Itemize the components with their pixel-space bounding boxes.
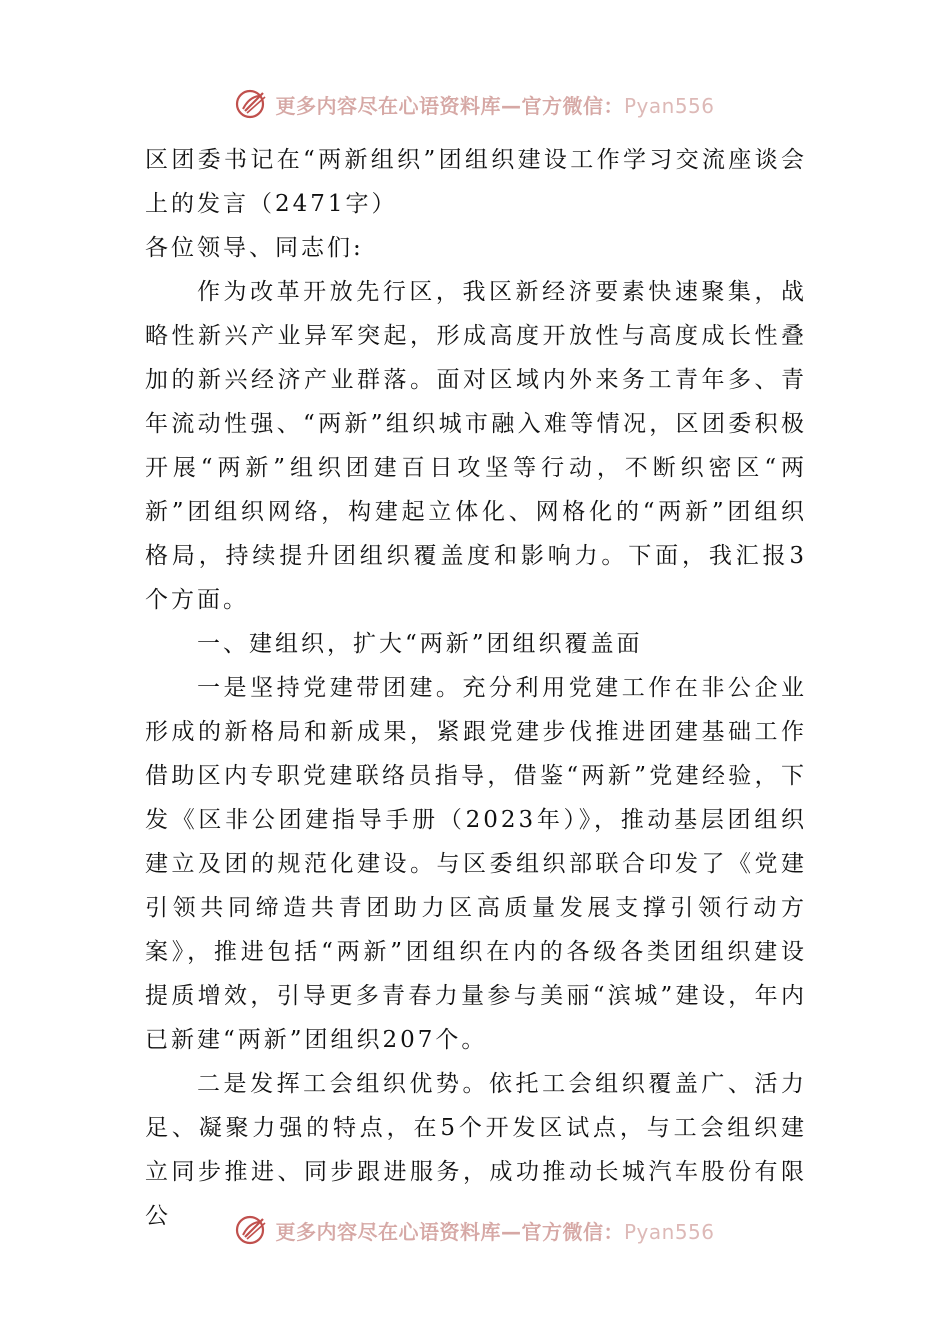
greeting: 各位领导、同志们: [145,235,364,261]
section-heading-1: 一、建组织，扩大“两新”团组织覆盖面 [197,631,643,657]
document-title: 区团委书记在“两新组织”团组织建设工作学习交流座谈会上的发言（2471字） [145,147,807,217]
watermark-text-cn: 更多内容尽在心语资料库—官方微信： [275,93,624,118]
intro-paragraph: 作为改革开放先行区，我区新经济要素快速聚集，战略性新兴产业异军突起，形成高度开放性与高度成长性叠加的新兴经济产业群落。面对区域内外来务工青年多、青年流动性强、“两新”组织城市融入难等情况，区团委积极开展“两新”组织团建百日攻坚等行动，不断织密区“两新”团组织网络，构建起立体化、网格化的“两新”团组织格局，持续提升团组织覆盖度和影响力。下面，我汇报3个方面。 [145,279,807,613]
paragraph-2: 二是发挥工会组织优势。依托工会组织覆盖广、活力足、凝聚力强的特点，在5个开发区试点，与工会组织建立同步推进、同步跟进服务，成功推动长城汽车股份有限公 [145,1071,807,1229]
watermark-text [275,90,714,119]
watermark-logo-icon [235,87,269,121]
watermark-top [0,84,950,124]
watermark-text [275,1216,714,1245]
document-body [145,138,807,1238]
watermark-logo-icon [235,1213,269,1247]
paragraph-1: 一是坚持党建带团建。充分利用党建工作在非公企业形成的新格局和新成果，紧跟党建步伐推进团建基础工作借助区内专职党建联络员指导，借鉴“两新”党建经验，下发《区非公团建指导手册（2023年）》，推动基层团组织建立及团的规范化建设。与区委组织部联合印发了《党建引领共同缔造共青团助力区高质量发展支撑引领行动方案》，推进包括“两新”团组织在内的各级各类团组织建设提质增效，引导更多青春力量参与美丽“滨城”建设，年内已新建“两新”团组织207个。 [145,675,807,1053]
watermark-text-en: Pyan556 [623,93,715,118]
watermark-text-cn: 更多内容尽在心语资料库—官方微信： [275,1219,624,1244]
watermark-bottom [0,1210,950,1250]
watermark-text-en: Pyan556 [623,1219,715,1244]
